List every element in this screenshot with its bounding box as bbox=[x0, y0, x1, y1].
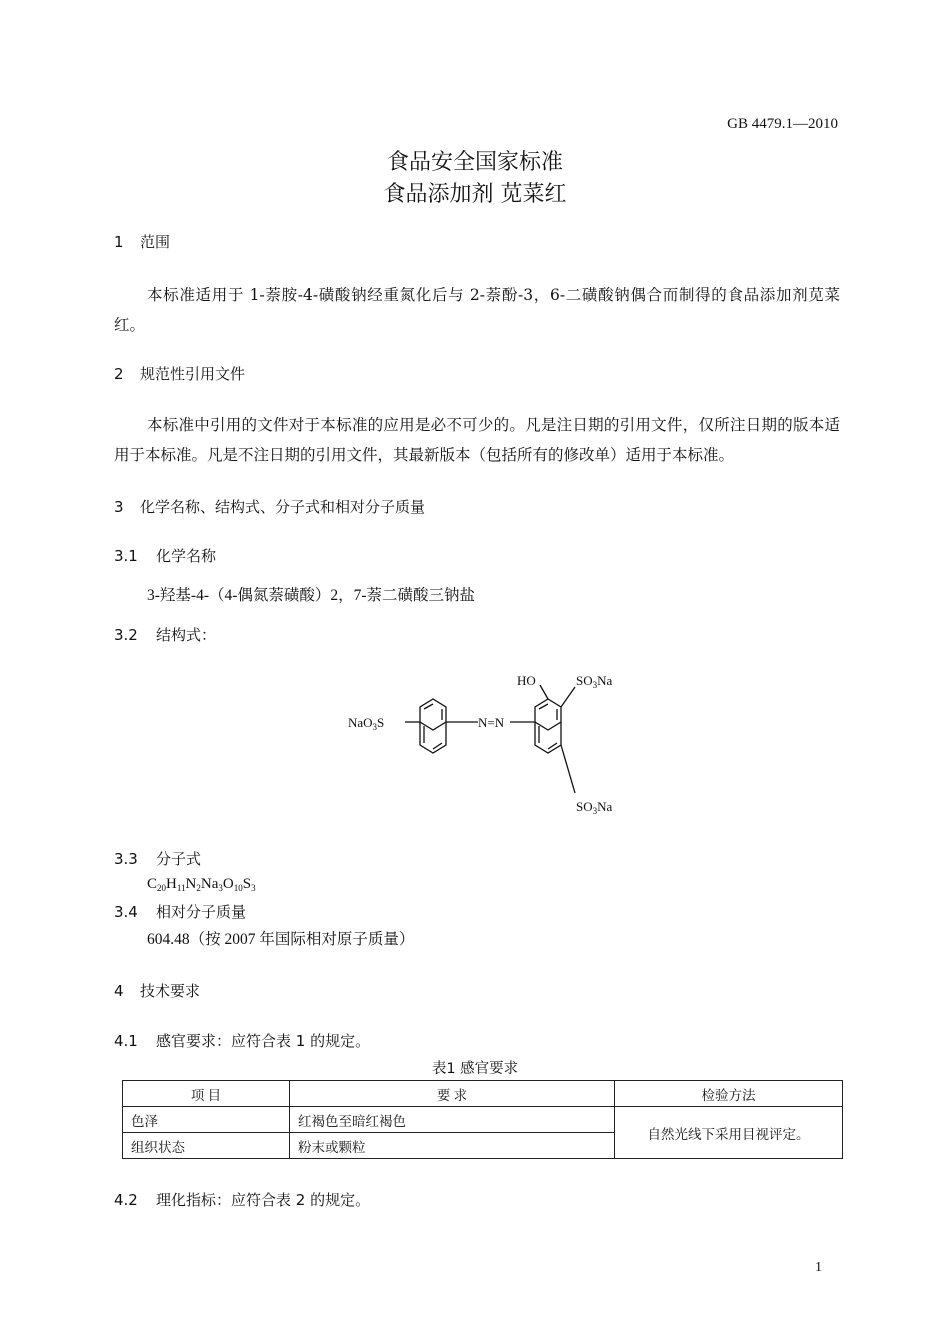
section-title: 范围 bbox=[140, 233, 171, 251]
bond-so3na-bottom bbox=[561, 745, 575, 793]
table-cell-requirement: 粉末或颗粒 bbox=[290, 1133, 615, 1159]
left-ring-upper-double-bonds bbox=[424, 704, 442, 720]
table-cell-item: 组织状态 bbox=[123, 1133, 290, 1159]
label-ho: HO bbox=[517, 673, 536, 688]
subsection-title: 分子式 bbox=[156, 850, 202, 868]
structural-formula bbox=[340, 665, 640, 825]
right-ring-upper-double-bonds bbox=[539, 704, 557, 720]
subsection-title: 结构式： bbox=[156, 626, 217, 644]
table-header-method: 检验方法 bbox=[615, 1081, 843, 1107]
page-number: 1 bbox=[815, 1260, 822, 1275]
section-2-heading bbox=[114, 363, 245, 384]
label-azo: N=N bbox=[478, 715, 505, 730]
page-title-line1: 食品安全国家标准 bbox=[386, 150, 563, 175]
table-cell-requirement: 红褐色至暗红褐色 bbox=[290, 1107, 615, 1133]
chemical-name: 3-羟基-4-（4-偶氮萘磺酸）2，7-萘二磺酸三钠盐 bbox=[147, 587, 476, 604]
subsection-number: 3.3 bbox=[114, 850, 138, 868]
table-header-requirement: 要 求 bbox=[290, 1081, 615, 1107]
section-3-4-heading bbox=[114, 901, 246, 922]
section-1-heading bbox=[114, 231, 170, 252]
section-title: 规范性引用文件 bbox=[140, 365, 246, 383]
section-title: 化学名称、结构式、分子式和相对分子质量 bbox=[140, 498, 426, 516]
section-1-text: 本标准适用于 1-萘胺-4-磺酸钠经重氮化后与 2-萘酚-3，6-二磺酸钠偶合而制得的食品添加剂苋菜红。 bbox=[114, 286, 840, 334]
bond-so3na-top bbox=[561, 687, 575, 707]
section-3-3-heading bbox=[114, 848, 201, 869]
bond-ho bbox=[540, 685, 548, 699]
subsection-title: 相对分子质量 bbox=[156, 903, 247, 921]
page-title-line2: 食品添加剂 苋菜红 bbox=[383, 182, 567, 207]
section-4-heading bbox=[114, 980, 200, 1001]
subsection-title: 化学名称 bbox=[156, 547, 217, 565]
subsection-title: 理化指标：应符合表 2 的规定。 bbox=[156, 1191, 371, 1209]
section-number: 3 bbox=[114, 498, 124, 516]
section-4-2-heading bbox=[114, 1189, 370, 1210]
label-so3na-bottom: $SO_3Na$ bbox=[576, 799, 613, 816]
table-cell-method: 自然光线下采用目视评定。 bbox=[615, 1107, 843, 1159]
section-title: 技术要求 bbox=[140, 982, 201, 1000]
table-row bbox=[123, 1107, 843, 1133]
section-4-1-heading bbox=[114, 1030, 370, 1051]
table-1 bbox=[122, 1080, 843, 1159]
table-header-row bbox=[123, 1081, 843, 1107]
section-number: 1 bbox=[114, 233, 124, 251]
label-so3na-top: $SO_3Na$ bbox=[576, 673, 613, 690]
subsection-number: 3.1 bbox=[114, 547, 138, 565]
subsection-number: 4.1 bbox=[114, 1032, 138, 1050]
molecular-mass: 604.48（按 2007 年国际相对原子质量） bbox=[147, 931, 415, 948]
section-3-2-heading bbox=[114, 624, 216, 645]
section-3-1-heading bbox=[114, 545, 216, 566]
label-nao3s: NaO$_3$S bbox=[348, 715, 385, 732]
section-number: 2 bbox=[114, 365, 124, 383]
standard-code: GB 4479.1—2010 bbox=[727, 116, 838, 132]
subsection-number: 4.2 bbox=[114, 1191, 138, 1209]
subsection-number: 3.4 bbox=[114, 903, 138, 921]
table-1-caption: 表1 感官要求 bbox=[431, 1061, 519, 1077]
section-2-text: 本标准中引用的文件对于本标准的应用是必不可少的。凡是注日期的引用文件，仅所注日期的版本适用于本标准。凡是不注日期的引用文件，其最新版本（包括所有的修改单）适用于本标准。 bbox=[114, 416, 840, 464]
molecular-formula: $C_{20}H_{11}N_2Na_3O_{10}S_3$ bbox=[147, 876, 256, 893]
subsection-title: 感官要求：应符合表 1 的规定。 bbox=[156, 1032, 371, 1050]
subsection-number: 3.2 bbox=[114, 626, 138, 644]
table-header-item: 项 目 bbox=[123, 1081, 290, 1107]
section-number: 4 bbox=[114, 982, 124, 1000]
table-cell-item: 色泽 bbox=[123, 1107, 290, 1133]
section-3-heading bbox=[114, 496, 425, 517]
